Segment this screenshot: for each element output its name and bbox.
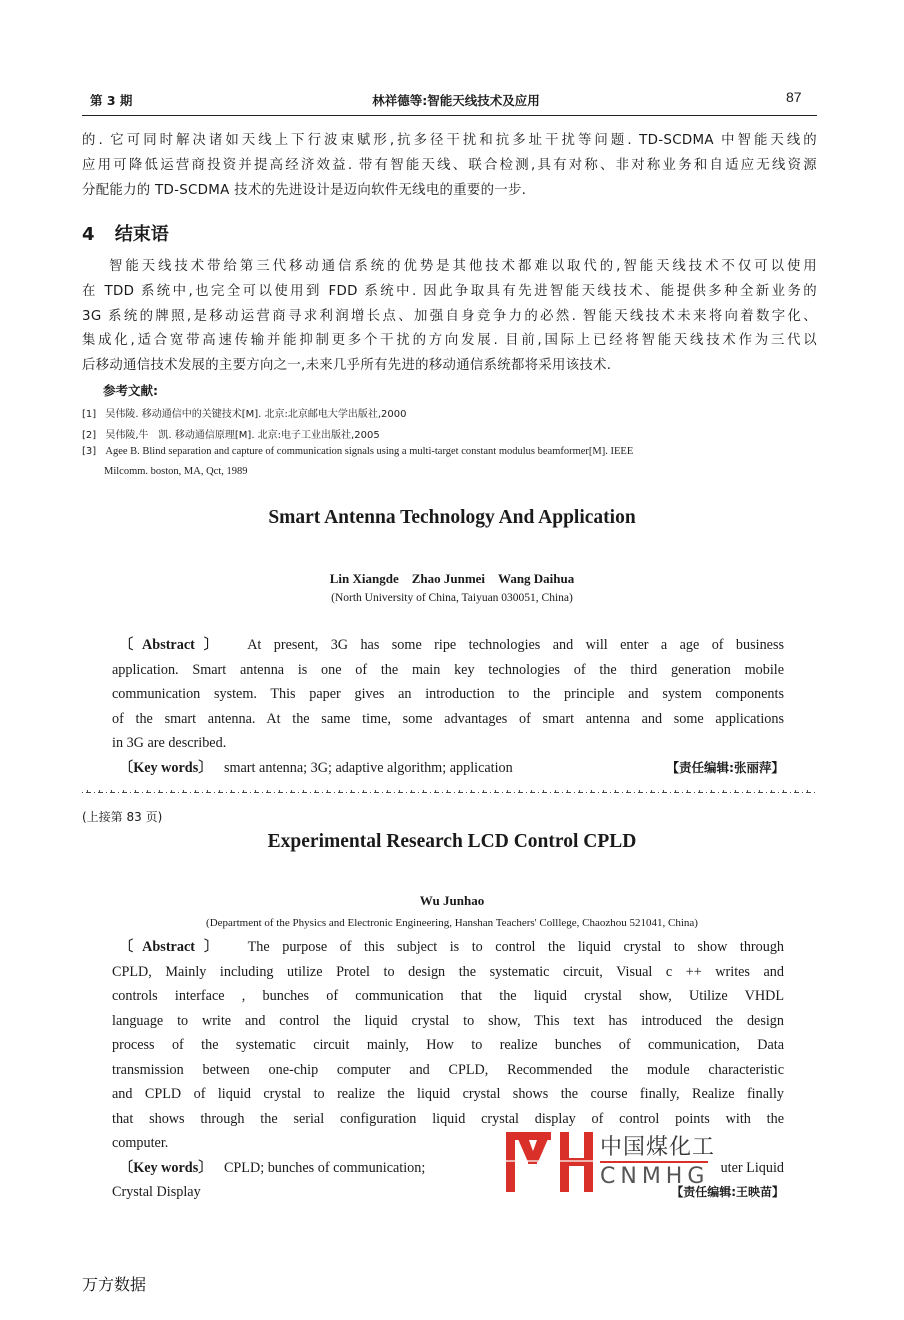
intro-paragraph: [82, 129, 817, 203]
keywords-label: 〔Key words〕: [119, 759, 213, 776]
article-authors-en: Wu Junhao: [419, 893, 485, 908]
keywords-text: smart antenna; 3G; adaptive algorithm; application: [223, 759, 513, 776]
logo-en-text: CNMHG: [600, 1164, 710, 1189]
text-line: process of the systematic circuit mainly, How to realize bunches of communication, Data: [112, 1037, 784, 1053]
text-line: 应用可降低运营商投资并提高经济效益. 带有智能天线、联合检测,具有对称、非对称业务和自适应无线资源: [82, 157, 817, 173]
reference-number: [2]: [82, 430, 97, 441]
text-line: The purpose of this subject is to control the liquid crystal to show through: [247, 939, 785, 955]
article-title-en: Smart Antenna Technology And Application: [268, 507, 636, 528]
text-line: transmission between one-chip computer and CPLD, Recommended the module characteristic: [112, 1061, 784, 1078]
reference-item: [82, 426, 380, 441]
text-line: language to write and control the liquid crystal to show, This text has introduced the design: [112, 1012, 784, 1029]
editor-credit: 【责任编辑:张丽萍】: [666, 759, 784, 775]
keywords-text: CPLD; bunches of communication;: [223, 1159, 426, 1176]
running-title: 林祥德等:智能天线技术及应用: [372, 93, 540, 108]
text-line: 集成化,适合宽带高速传输并能抑制更多个干扰的方向发展. 目前,国际上已经将智能天线技术作为三代以: [82, 333, 817, 349]
keywords-text-tail: uter Liquid: [720, 1159, 784, 1176]
logo-cn-text: 中国煤化工: [600, 1135, 716, 1160]
text-line: application. Smart antenna is one of the main key technologies of the third generation mobile: [112, 661, 784, 678]
text-line: communication system. This paper gives an introduction to the principle and system components: [112, 686, 784, 702]
section-heading: [82, 220, 169, 246]
conclusion-paragraph: [82, 255, 817, 379]
page-number: 87: [786, 89, 802, 105]
article-affiliation-en: (North University of China, Taiyuan 030051, China): [331, 592, 573, 604]
reference-text: 吴伟陵. 移动通信中的关键技术[M]. 北京:北京邮电大学出版社,2000: [105, 409, 407, 420]
text-line: controls interface , bunches of communication that the liquid crystal show, Utilize VHDL: [112, 988, 784, 1004]
reference-number: [3]: [82, 446, 97, 457]
reference-item: [82, 446, 633, 457]
text-line: 智能天线技术带给第三代移动通信系统的优势是其他技术都难以取代的,智能天线技术不仅可以使用: [109, 259, 817, 274]
article-title-en: Experimental Research LCD Control CPLD: [267, 831, 637, 852]
section-number: 4: [82, 224, 95, 245]
source-footer: 万方数据: [82, 1275, 147, 1294]
text-line: 在 TDD 系统中,也完全可以使用到 FDD 系统中. 因此争取具有先进智能天线技术、能提供多种全新业务的: [82, 283, 817, 299]
references-heading: 参考文献:: [103, 383, 158, 398]
reference-item: [82, 405, 407, 420]
mh-logo-mark-icon: [504, 1128, 596, 1194]
text-line: and CPLD of liquid crystal to realize the liquid crystal shows the course finally, Realize finally: [112, 1086, 784, 1102]
abstract-label: 〔Abstract〕: [119, 939, 228, 955]
keywords-text-continued: Crystal Display: [112, 1184, 201, 1200]
article-authors-en: Lin Xiangde Zhao Junmei Wang Daihua: [329, 571, 575, 586]
reference-number: [1]: [82, 409, 97, 420]
separator-rule-plus: [82, 786, 817, 796]
reference-text: 吴伟陵,牛 凯. 移动通信原理[M]. 北京:电子工业出版社,2005: [105, 430, 380, 441]
logo-divider: [600, 1161, 708, 1163]
text-line: computer.: [112, 1135, 169, 1151]
text-line: 分配能力的 TD-SCDMA 技术的先进设计是迈向软件无线电的重要的一步.: [82, 182, 527, 198]
text-line: that shows through the serial configuration liquid crystal display of control points with the: [112, 1110, 784, 1127]
text-line: 的. 它可同时解决诸如天线上下行波束赋形,抗多径干扰和抗多址干扰等问题. TD-SCDMA 中智能天线的: [82, 133, 817, 148]
text-line: 后移动通信技术发展的主要方向之一,未来几乎所有先进的移动通信系统都将采用该技术.: [82, 358, 612, 374]
section-title: 结束语: [114, 224, 169, 245]
text-line: in 3G are described.: [112, 735, 227, 751]
keywords-label: 〔Key words〕: [119, 1159, 213, 1176]
continuation-note: (上接第 83 页): [82, 810, 163, 824]
abstract-label: 〔Abstract〕: [119, 637, 227, 653]
article-affiliation-en: (Department of the Physics and Electronic Engineering, Hanshan Teachers' Colllege, Chaozhou 521041, China): [206, 917, 698, 929]
issue-label: 第 3 期: [90, 93, 133, 108]
text-line: CPLD, Mainly including utilize Protel to design the systematic circuit, Visual c ++ writes and: [112, 963, 784, 980]
reference-text: Agee B. Blind separation and capture of communication signals using a multi-target constant modulus beamformer[M]. IEEE: [105, 446, 634, 457]
watermark-logo: [504, 1128, 794, 1194]
text-line: of the smart antenna. At the same time, some advantages of smart antenna and some applications: [112, 710, 784, 727]
text-line: 3G 系统的牌照,是移动运营商寻求利润增长点、加强自身竞争力的必然. 智能天线技术未来将向着数字化、: [82, 308, 817, 324]
reference-text-continued: Milcomm. boston, MA, Qct, 1989: [104, 466, 248, 477]
text-line: At present, 3G has some ripe technologies and will enter a age of business: [247, 637, 785, 653]
editor-credit: 【责任编辑:王映苗】: [671, 1185, 784, 1199]
abstract-en: [112, 633, 784, 780]
header-rule: [82, 115, 817, 116]
